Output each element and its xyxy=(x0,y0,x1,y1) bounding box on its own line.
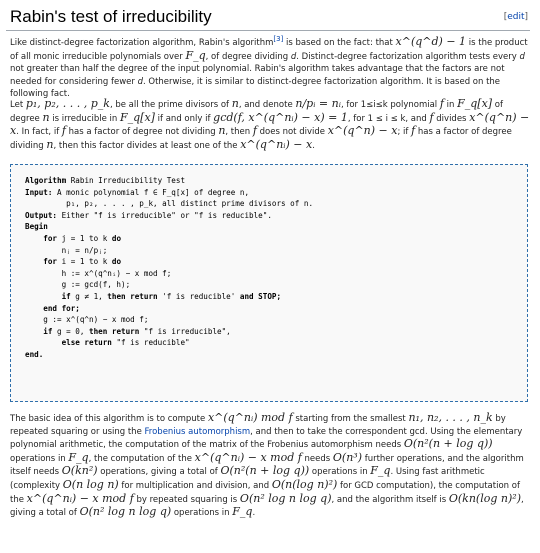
p1-text: Like distinct-degree factorization algorithm, Rabin's algorithm xyxy=(10,38,274,48)
p1-text: is based on the fact: that xyxy=(283,38,396,48)
p2-text: , then this factor divides at least one of the xyxy=(53,140,241,151)
algo-keyword: and STOP; xyxy=(239,291,282,301)
p3-text: operations, giving a total of xyxy=(97,467,221,478)
section-title: Rabin's test of irreducibility xyxy=(10,7,212,26)
edit-section xyxy=(504,12,528,22)
algo-line: i = 1 to k xyxy=(57,257,112,267)
math-expression: F_q xyxy=(232,505,253,519)
math-expression: f xyxy=(429,110,434,124)
algo-keyword: Output: xyxy=(25,210,58,220)
math-expression: F_q xyxy=(370,464,391,478)
p2-text: in xyxy=(443,100,458,110)
math-expression: x^(q^n) − x xyxy=(10,110,530,138)
p3-text: . xyxy=(252,508,256,519)
p2-text: , and denote xyxy=(238,100,296,110)
math-expression: gcd(f, x^(q^nᵢ) − x) = 1 xyxy=(213,110,348,124)
p3-text: starting from the smallest xyxy=(292,414,409,424)
math-expression: n xyxy=(218,124,226,138)
p3-text: for GCD computation), the computation of the xyxy=(10,480,520,505)
p2-text: is irreducible in xyxy=(49,113,120,124)
math-expression: F_q[x] xyxy=(120,110,155,124)
math-expression: F_q xyxy=(185,48,206,62)
p2-text: if and only if xyxy=(154,113,214,124)
p3-text: . Using fast arithmetic (complexity xyxy=(10,467,485,491)
p2-text: , for 1≤i≤k polynomial xyxy=(340,100,440,110)
p2-text: of degree xyxy=(10,100,503,124)
algo-line: Either "f is irreducible" or "f is reducible". xyxy=(57,210,272,220)
math-expression: O(n²(n + log q)) xyxy=(220,464,310,478)
algo-line: "f is irreducible", xyxy=(139,326,231,336)
algo-line: g = 0, xyxy=(52,326,90,336)
math-expression: n/pᵢ = nᵢ xyxy=(295,97,341,110)
math-expression: f xyxy=(252,124,257,138)
math-expression: O(n²(n + log q)) xyxy=(403,437,493,451)
algo-keyword: Input: xyxy=(25,187,53,197)
p2-text: , then xyxy=(225,127,253,138)
algo-line: g ≠ 1, xyxy=(70,291,108,301)
math-expression: x^(q^nᵢ) − x mod f xyxy=(26,491,134,505)
p2-text: divides xyxy=(433,113,470,124)
math-expression: x^(q^nᵢ) − x mod f xyxy=(194,450,302,464)
p3-text: for multiplication and division, and xyxy=(118,480,272,491)
edit-close-bracket: ] xyxy=(524,12,528,22)
math-variable: d xyxy=(290,51,297,62)
algo-line: g := x^(q^n) − x mod f; xyxy=(25,315,149,325)
algo-line: 'f is reducible' xyxy=(157,291,240,301)
p3-text: operations in xyxy=(10,453,69,464)
algo-line: j = 1 to k xyxy=(57,233,112,243)
algo-keyword: if xyxy=(25,291,71,301)
algo-keyword: then return xyxy=(107,291,158,301)
p3-text: further operations, and the algorithm itself needs xyxy=(10,453,524,478)
p3-text: , the computation of the xyxy=(88,453,195,464)
algo-line: nⱼ = n/pⱼ; xyxy=(25,245,108,255)
p3-text: operations in xyxy=(309,467,371,478)
algorithm-box xyxy=(10,164,528,402)
p2-text: does not divide xyxy=(256,127,328,138)
algo-keyword: if xyxy=(25,326,53,336)
math-expression: n xyxy=(231,97,239,110)
p3-text: needs xyxy=(301,453,333,464)
algorithm-code xyxy=(25,175,313,361)
algo-line: Rabin Irreducibility Test xyxy=(66,176,186,185)
p2-text: . xyxy=(312,140,315,151)
algo-line: h := x^(q^nᵢ) − x mod f; xyxy=(25,268,172,278)
algo-keyword: Begin xyxy=(25,222,48,232)
math-expression: x^(q^nᵢ) − x xyxy=(240,137,313,151)
p3-text: operations in xyxy=(171,508,233,519)
math-expression: f xyxy=(411,124,416,138)
algo-keyword: for xyxy=(25,257,58,267)
p3-text: The basic idea of this algorithm is to compute xyxy=(10,414,208,424)
p1-text: not greater than half the degree of the input polynomial. Rabin's algorithm takes advantage that the factors are not needed for considering fewer xyxy=(10,64,505,87)
math-variable: d xyxy=(519,51,525,62)
math-variable: d xyxy=(137,76,143,87)
paragraph-1 xyxy=(10,36,530,101)
math-expression: x^(q^nᵢ) mod f xyxy=(207,411,293,424)
p2-text: . In fact, if xyxy=(16,127,62,138)
p1-text: . Otherwise, it is similar to distinct-degree factorization algorithm. It is based on the following fact. xyxy=(10,76,501,100)
p3-text: , giving a total of xyxy=(10,494,524,519)
algo-keyword: then return xyxy=(89,326,140,336)
p1-text: . Distinct-degree factorization algorithm tests every xyxy=(296,51,520,62)
reference-link[interactable]: [3] xyxy=(273,35,284,44)
math-expression: f xyxy=(439,97,444,110)
p3-text: by repeated squaring or using the xyxy=(10,414,506,437)
math-expression: p₁, p₂, . . . , p_k xyxy=(25,97,110,110)
math-expression: F_q[x] xyxy=(457,97,493,110)
math-expression: O(n(log n)²) xyxy=(271,477,338,491)
p3-text: , and the algorithm itself is xyxy=(331,494,449,505)
paragraph-3 xyxy=(10,412,530,520)
p2-text: , for 1 ≤ i ≤ k, and xyxy=(347,113,430,124)
algo-keyword: for xyxy=(25,233,58,243)
p1-text: is the product of all monic irreducible polynomials over xyxy=(10,38,528,62)
algo-line: A monic polynomial f ∈ F_q[x] of degree n, xyxy=(52,187,250,197)
algo-keyword: do xyxy=(111,233,122,243)
math-expression: F_q xyxy=(68,450,89,464)
math-expression: O(n log n) xyxy=(62,477,119,491)
algo-keyword: end for; xyxy=(25,303,80,313)
frobenius-automorphism-link[interactable]: Frobenius automorphism xyxy=(144,426,251,437)
p1-text: , of degree dividing xyxy=(205,51,291,62)
math-expression: O(kn²) xyxy=(61,464,98,478)
algo-keyword: do xyxy=(111,257,122,267)
algo-keyword: end. xyxy=(25,349,44,359)
algo-line: g := gcd(f, h); xyxy=(25,280,131,290)
math-expression: n₁, n₂, . . . , n_k xyxy=(408,411,493,424)
edit-open-bracket: [ xyxy=(503,12,508,22)
math-expression: f xyxy=(61,124,66,138)
p3-text: , and then to take the correspondent gcd. Using the elementary polynomial arithmetic, the computation of the matrix of the Frobenius automorphism needs xyxy=(10,426,523,451)
p2-text: Let xyxy=(10,100,26,110)
math-expression: n xyxy=(42,110,50,124)
math-expression: x^(q^n) − x xyxy=(327,124,398,138)
math-expression: O(n³) xyxy=(332,450,362,464)
p2-text: has a factor of degree not dividing xyxy=(65,127,219,138)
p2-text: has a factor of degree dividing xyxy=(10,127,512,151)
p3-text: by repeated squaring is xyxy=(133,494,240,505)
edit-link[interactable]: edit xyxy=(507,12,525,22)
paragraph-2 xyxy=(10,98,530,152)
algo-keyword: Algorithm xyxy=(25,176,67,185)
math-expression: O(kn(log n)²) xyxy=(448,491,521,505)
section-header xyxy=(6,6,530,31)
math-expression: n xyxy=(46,137,54,151)
algo-line: "f is reducible" xyxy=(111,338,190,348)
algo-keyword: else return xyxy=(25,338,112,348)
math-expression: O(n² log n log q) xyxy=(79,505,172,519)
p2-text: ; if xyxy=(397,127,412,138)
math-expression: x^(q^d) − 1 xyxy=(395,35,467,48)
p2-text: , be all the prime divisors of xyxy=(109,100,232,110)
algo-line: p₁, p₂, . . . , p_k, all distinct prime divisors of n. xyxy=(25,199,314,209)
math-expression: O(n² log n log q) xyxy=(239,491,332,505)
